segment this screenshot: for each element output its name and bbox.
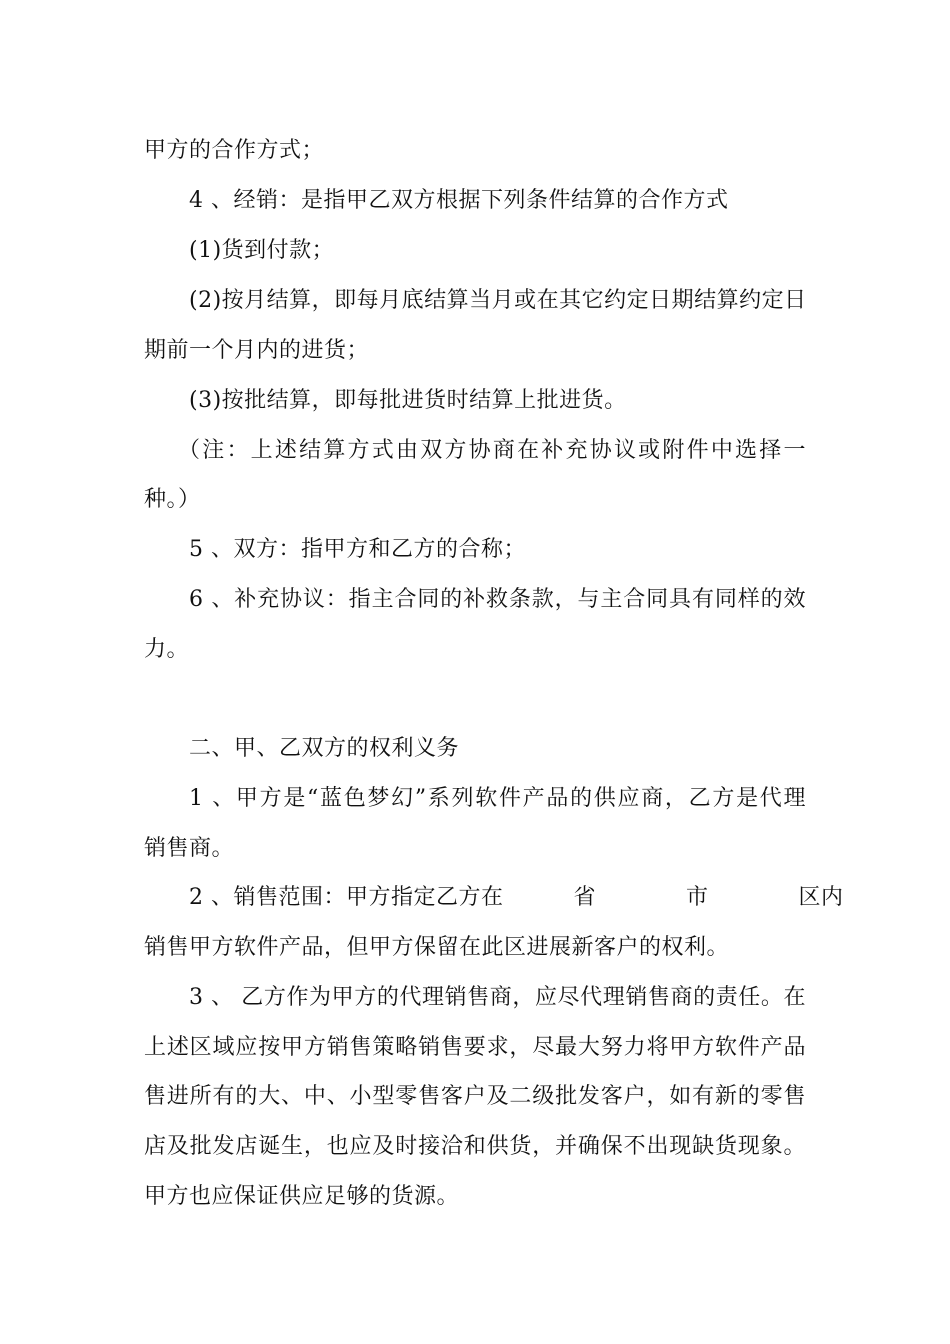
- text-line: (3)按批结算，即每批进货时结算上批进货。: [189, 388, 627, 413]
- text-line: 期前一个月内的进货；: [144, 338, 370, 363]
- text-line: 6 、补充协议：指主合同的补救条款，与主合同具有同样的效: [189, 587, 806, 612]
- text-line: 销售商。: [144, 836, 235, 861]
- text-line: 4 、经销：是指甲乙双方根据下列条件结算的合作方式: [189, 188, 729, 213]
- text-line: 3 、 乙方作为甲方的代理销售商，应尽代理销售商的责任。在: [189, 985, 806, 1010]
- text-line: 5 、双方：指甲方和乙方的合称；: [189, 537, 526, 562]
- blank-label-province: 省: [573, 885, 597, 910]
- text-line: 甲方的合作方式；: [144, 138, 325, 163]
- text-fragment: 2 、销售范围：甲方指定乙方在: [189, 885, 504, 910]
- text-line: 售进所有的大、中、小型零售客户及二级批发客户，如有新的零售: [144, 1084, 806, 1109]
- text-line: 销售甲方软件产品，但甲方保留在此区进展新客户的权利。: [144, 935, 730, 960]
- section-heading: 二、甲、乙双方的权利义务: [189, 736, 460, 761]
- blank-label-city: 市: [686, 885, 709, 910]
- text-line: 店及批发店诞生，也应及时接洽和供货，并确保不出现缺货现象。: [144, 1134, 806, 1159]
- text-line: (1)货到付款；: [189, 238, 335, 263]
- text-line: 力。: [144, 637, 190, 662]
- text-line: 种。）: [144, 487, 201, 512]
- text-line: 1 、甲方是“蓝色梦幻”系列软件产品的供应商，乙方是代理: [189, 786, 806, 811]
- blank-label-district: 区内: [798, 885, 844, 910]
- text-line: 甲方也应保证供应足够的货源。: [144, 1184, 460, 1209]
- text-line: 上述区域应按甲方销售策略销售要求，尽最大努力将甲方软件产品: [144, 1035, 806, 1060]
- text-line: (2)按月结算，即每月底结算当月或在其它约定日期结算约定日: [189, 288, 807, 313]
- text-line: （注：上述结算方式由双方协商在补充协议或附件中选择一: [178, 438, 806, 463]
- text-line-with-blanks: [189, 883, 844, 913]
